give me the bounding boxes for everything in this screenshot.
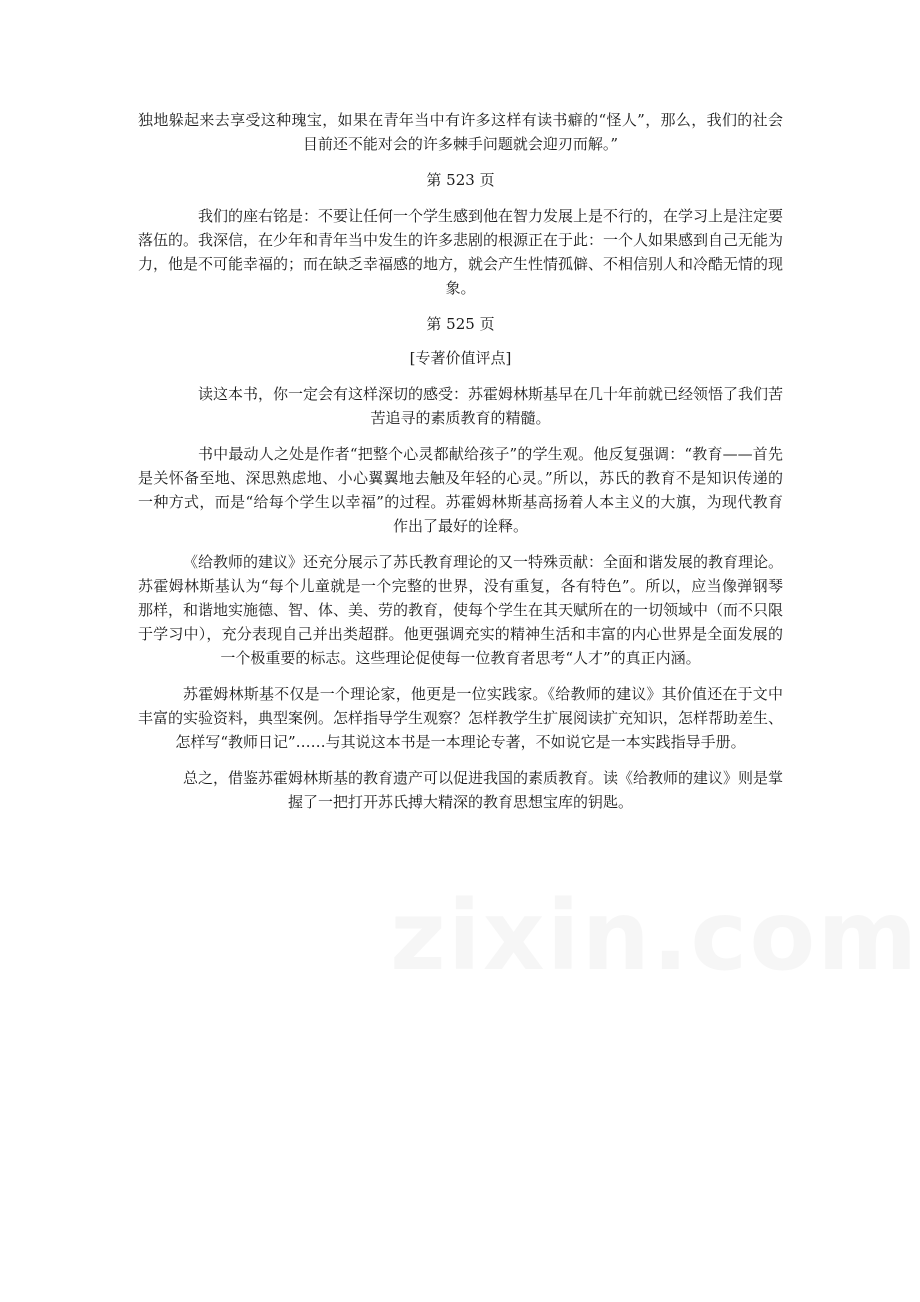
practice-paragraph: 苏霍姆林斯基不仅是一个理论家，他更是一位实践家。《给教师的建议》其价值还在于文中丰富的实验资料，典型案例。怎样指导学生观察？怎样教学生扩展阅读扩充知识，怎样帮助差生、怎样写“教师日记”……与其说这本书是一本理论专著，不如说它是一本实践指导手册。 [138, 685, 784, 751]
document-page [138, 108, 783, 814]
section-heading: [专著价值评点] [409, 349, 512, 367]
quote-continuation-paragraph: 独地躲起来去享受这种瑰宝，如果在青年当中有许多这样有读书癖的“怪人”，那么，我们的社会目前还不能对会的许多棘手问题就会迎刃而解。” [138, 111, 783, 153]
page-reference-523: 第 523 页 [426, 171, 495, 189]
student-view-paragraph: 书中最动人之处是作者“把整个心灵都献给孩子”的学生观。他反复强调：“教育——首先是关怀备至地、深思熟虑地、小心翼翼地去触及年轻的心灵。”所以，苏氏的教育不是知识传递的一种方式，而是“给每个学生以幸福”的过程。苏霍姆林斯基高扬着人本主义的大旗，为现代教育作出了最好的诠释。 [138, 445, 783, 535]
review-intro-paragraph: 读这本书，你一定会有这样深切的感受：苏霍姆林斯基早在几十年前就已经领悟了我们苦苦追寻的素质教育的精髓。 [198, 385, 784, 427]
motto-paragraph: 我们的座右铭是：不要让任何一个学生感到他在智力发展上是不行的，在学习上是注定要落伍的。我深信，在少年和青年当中发生的许多悲剧的根源正在于此：一个人如果感到自己无能为力，他是不可能幸福的；而在缺乏幸福感的地方，就会产生性情孤僻、不相信别人和冷酷无情的现象。 [138, 207, 784, 297]
page-reference-525: 第 525 页 [426, 315, 495, 333]
harmonious-development-paragraph: 《给教师的建议》还充分展示了苏氏教育理论的又一特殊贡献：全面和谐发展的教育理论。苏霍姆林斯基认为“每个儿童就是一个完整的世界，没有重复，各有特色”。所以，应当像弹钢琴那样，和谐地实施德、智、体、美、劳的教育，使每个学生在其天赋所在的一切领域中（而不只限于学习中），充分表现自己并出类超群。他更强调充实的精神生活和丰富的内心世界是全面发展的一个极重要的标志。这些理论促使每一位教育者思考“人才”的真正内涵。 [138, 553, 784, 667]
conclusion-paragraph: 总之，借鉴苏霍姆林斯基的教育遗产可以促进我国的素质教育。读《给教师的建议》则是掌握了一把打开苏氏搏大精深的教育思想宝库的钥匙。 [183, 769, 784, 811]
watermark-logo [390, 880, 920, 992]
